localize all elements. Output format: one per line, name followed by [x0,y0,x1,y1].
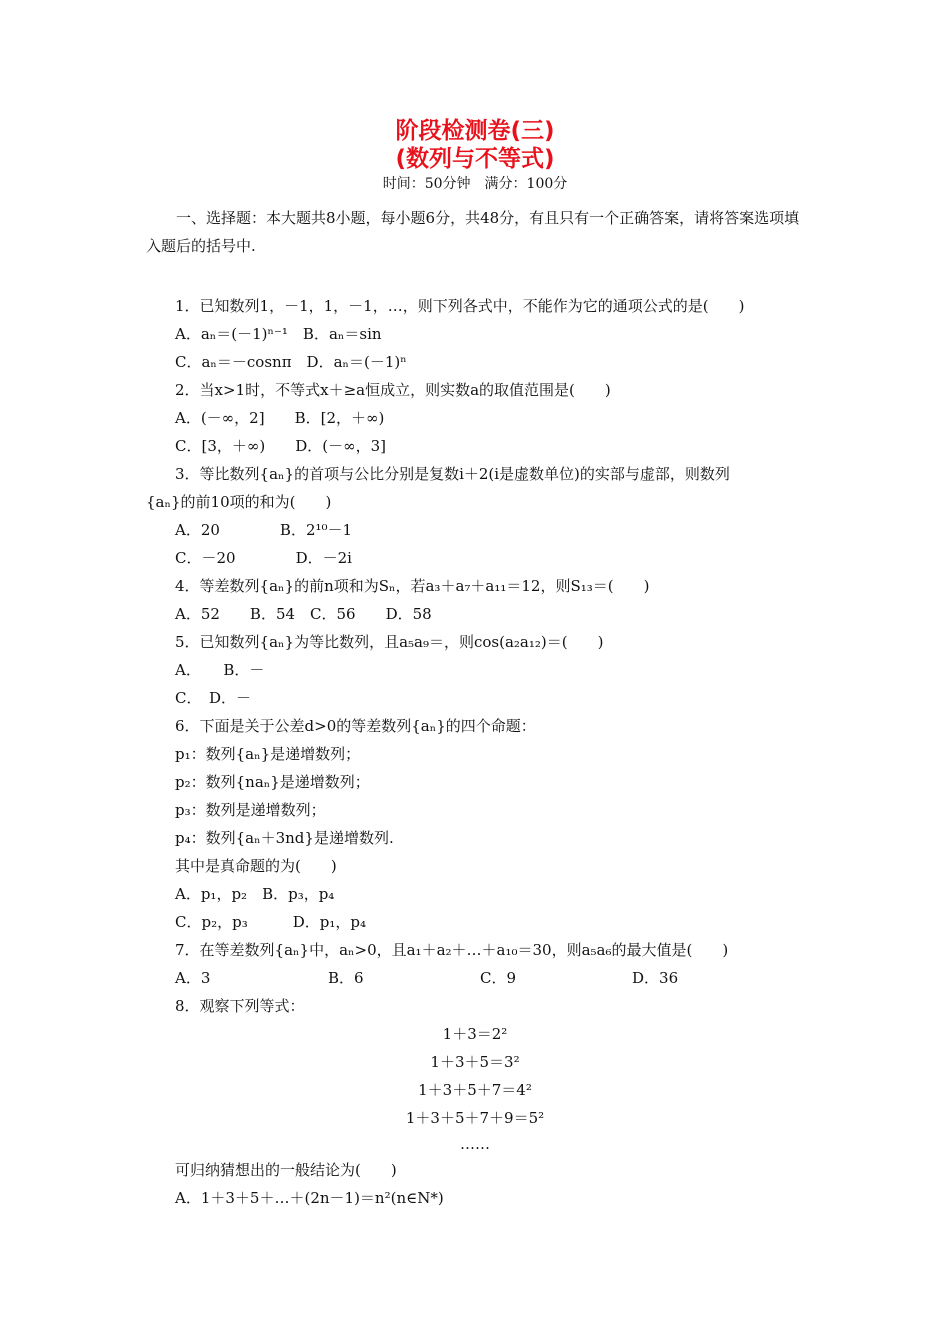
question-line: A．20 B．2¹⁰－1 [175,521,353,539]
equation-line: …… [460,1135,490,1153]
question-line: {aₙ}的前10项的和为( ) [146,493,332,511]
page-title: 阶段检测卷(三) [395,118,555,144]
question-line: p₄：数列{aₙ＋3nd}是递增数列. [175,829,394,847]
question-line: 5．已知数列{aₙ}为等比数列，且a₅a₉＝，则cos(a₂a₁₂)＝( ) [175,633,604,651]
question-line: 可归纳猜想出的一般结论为( ) [175,1161,397,1179]
question-line: A．(－∞，2] B．[2，＋∞) [175,409,385,427]
question-line: p₃：数列是递增数列； [175,801,326,819]
question-line: 1．已知数列1，－1，1，－1，…，则下列各式中，不能作为它的通项公式的是( ) [175,297,745,315]
question-line: C．－20 D．－2i [175,549,352,567]
equation-line: 1＋3＝2² [442,1025,508,1043]
question-line: A．52 B．54 C．56 D．58 [175,605,432,623]
equation-line: 1＋3＋5＝3² [430,1053,520,1071]
section-intro: 一、选择题：本大题共8小题，每小题6分，共48分，有且只有一个正确答案，请将答案选项填入题后的括号中. [146,209,800,255]
answer-option: A．3 [175,969,211,987]
question-line: C．aₙ＝－cosnπ D．aₙ＝(－1)ⁿ [175,353,407,371]
question-line: 其中是真命题的为( ) [175,857,337,875]
page-subtitle: (数列与不等式) [395,146,555,172]
question-line: A． B．－ [175,661,265,679]
answer-option: B．6 [328,969,364,987]
question-line: A．aₙ＝(－1)ⁿ⁻¹ B．aₙ＝sin [175,325,382,343]
question-line: A．p₁，p₂ B．p₃，p₄ [175,885,335,903]
answer-option: D．36 [632,969,679,987]
question-line: 6．下面是关于公差d>0的等差数列{aₙ}的四个命题： [175,717,536,735]
question-line: p₁：数列{aₙ}是递增数列； [175,745,361,763]
equation-line: 1＋3＋5＋7＝4² [418,1081,532,1099]
question-line: 8．观察下列等式： [175,997,305,1015]
question-line: 2．当x>1时，不等式x＋≥a恒成立，则实数a的取值范围是( ) [175,381,611,399]
equation-line: 1＋3＋5＋7＋9＝5² [405,1109,545,1127]
question-line: 7．在等差数列{aₙ}中，aₙ>0，且a₁＋a₂＋…＋a₁₀＝30，则a₅a₆的最大值是( ) [175,941,729,959]
question-line: C．p₂，p₃ D．p₁，p₄ [175,913,366,931]
question-line: A．1＋3＋5＋…＋(2n－1)＝n²(n∈N*) [175,1189,444,1207]
question-line: C．[3，＋∞) D．(－∞，3] [175,437,386,455]
question-line: 4．等差数列{aₙ}的前n项和为Sₙ，若a₃＋a₇＋a₁₁＝12，则S₁₃＝( ) [175,577,650,595]
exam-meta: 时间：50分钟 满分：100分 [382,176,568,192]
question-line: 3．等比数列{aₙ}的首项与公比分别是复数i＋2(i是虚数单位)的实部与虚部，则数列 [175,465,730,483]
answer-option: C．9 [480,969,517,987]
question-line: p₂：数列{naₙ}是递增数列； [175,773,370,791]
question-line: C． D．－ [175,689,252,707]
